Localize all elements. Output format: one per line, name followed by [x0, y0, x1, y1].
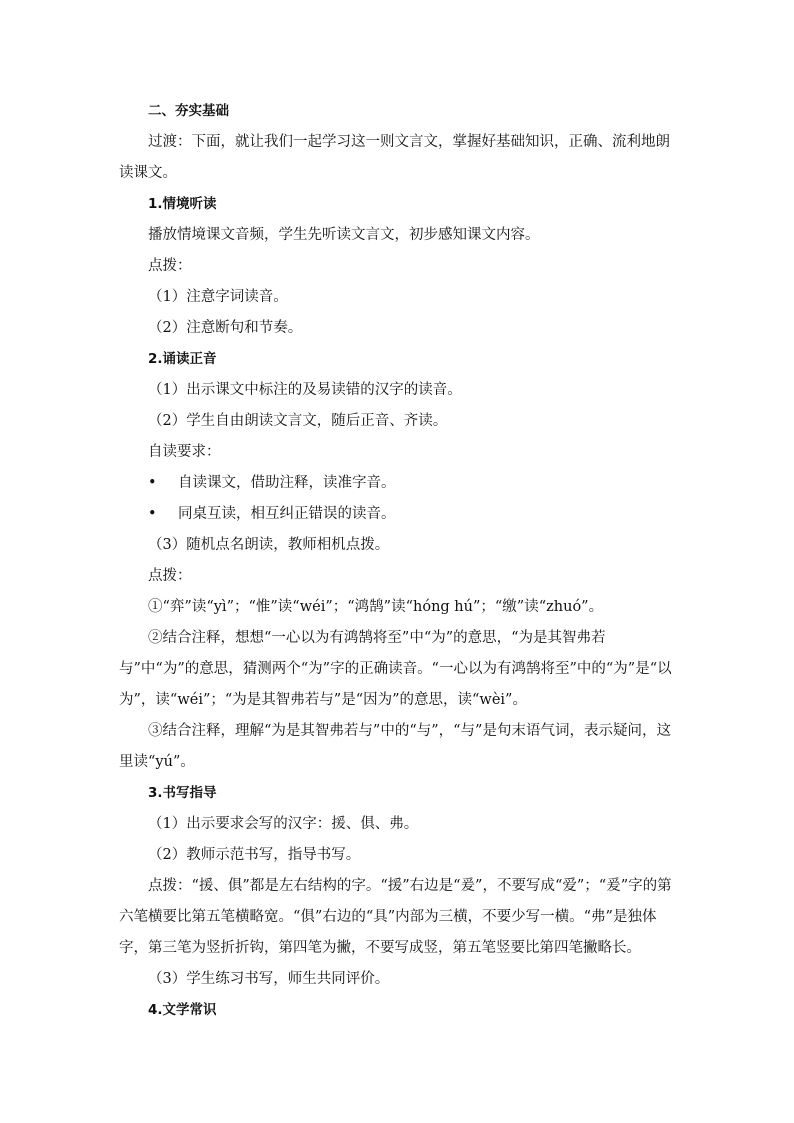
list-item: （3）学生练习书写，师生共同评价。 [148, 971, 390, 987]
subheading-writing: 3.书写指导 [148, 785, 217, 801]
requirements-label: 自读要求： [148, 444, 221, 460]
list-item: （2）学生自由朗读文言文，随后正音、齐读。 [148, 413, 448, 429]
tip-paragraph: ③结合注释，理解“为是其智弗若与”中的“与”，“与”是句末语气词，表示疑问，这里读“yú”。 [119, 723, 671, 770]
list-item: （1）出示课文中标注的及易读错的汉字的读音。 [148, 382, 462, 398]
subheading-literature: 4.文学常识 [148, 1002, 217, 1018]
paragraph: 播放情境课文音频，学生先听读文言文，初步感知课文内容。 [148, 227, 540, 243]
bullet-text: 同桌互读，相互纠正错误的读音。 [178, 506, 396, 522]
list-item: （3）随机点名朗读，教师相机点拨。 [148, 537, 390, 553]
subheading-listening: 1.情境听读 [148, 196, 217, 212]
transition-paragraph: 过渡：下面，就让我们一起学习这一则文言文，掌握好基础知识，正确、流利地朗读课文。 [119, 134, 670, 181]
section-heading: 二、夯实基础 [148, 103, 229, 119]
bullet-dot: • [148, 475, 157, 491]
tip-label: 点拨： [148, 568, 192, 584]
bullet-item [119, 499, 679, 530]
tip-paragraph: ②结合注释，想想“一心以为有鸿鹄将至”中“为”的意思，“为是其智弗若与”中“为”的意思，猜测两个“为”字的正确读音。“一心以为有鸿鹄将至”中的“为”是“以为”，读“wéi”；“为是其智弗若与”是“因为”的意思，读“wèi”。 [119, 630, 672, 708]
document-body [119, 96, 679, 1026]
subheading-pronunciation: 2.诵读正音 [148, 351, 217, 367]
list-item: （2）教师示范书写，指导书写。 [148, 847, 361, 863]
bullet-text: 自读课文，借助注释，读准字音。 [178, 475, 396, 491]
list-item: （1）注意字词读音。 [148, 289, 288, 305]
list-item: （2）注意断句和节奏。 [148, 320, 303, 336]
list-item: （1）出示要求会写的汉字：援、俱、弗。 [148, 816, 419, 832]
tip-paragraph: 点拨：“援、俱”都是左右结构的字。“援”右边是“爰”，不要写成“爱”；“爰”字的第六笔横要比第五笔横略宽。“俱”右边的“具”内部为三横，不要少写一横。“弗”是独体字，第三笔为竖折折钩，第四笔为撇，不要写成竖，第五笔竖要比第四笔撇略长。 [119, 878, 672, 956]
bullet-item [119, 468, 679, 499]
tip-label: 点拨： [148, 258, 192, 274]
tip-paragraph: ①“弈”读“yì”；“惟”读“wéi”；“鸿鹄”读“hóng hú”；“缴”读“zhuó”。 [148, 599, 604, 615]
bullet-dot: • [148, 506, 157, 522]
